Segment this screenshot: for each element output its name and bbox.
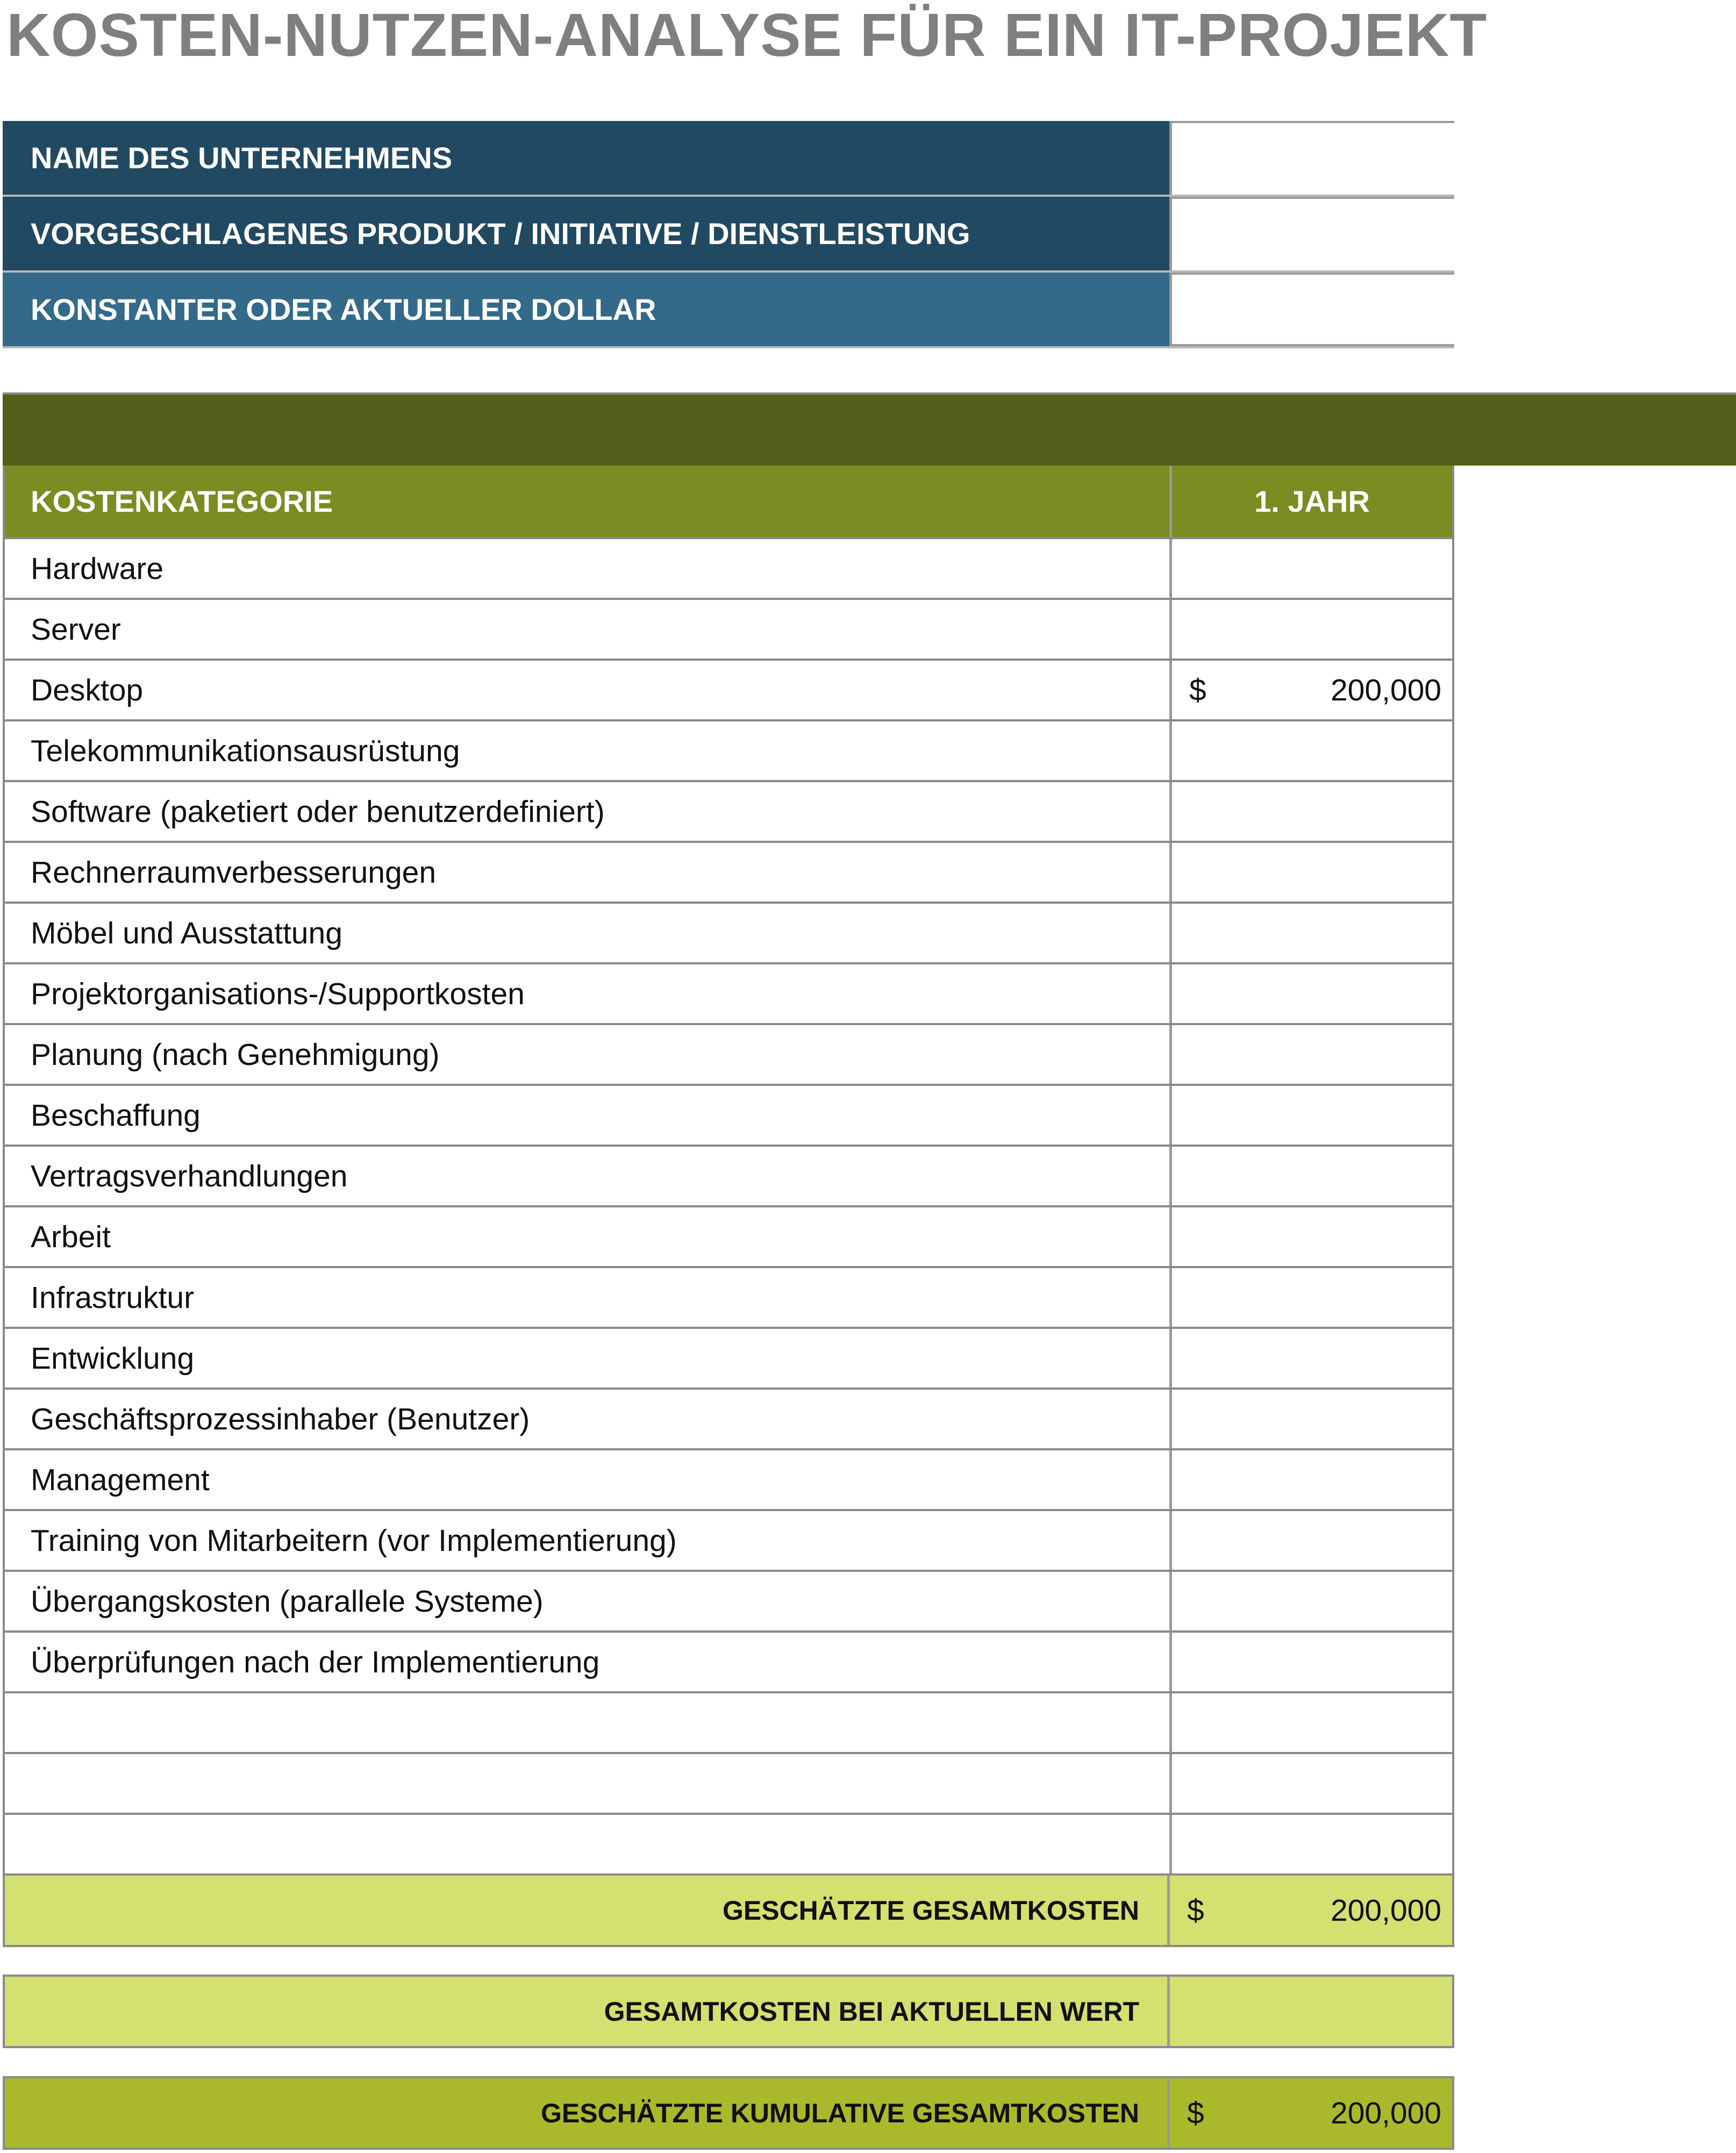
year-1-cost-cell[interactable] [1172,661,1454,719]
cost-category-cell[interactable]: Desktop [5,661,1172,719]
cost-category-cell[interactable]: Überprüfungen nach der Implementierung [5,1633,1172,1691]
cost-amount: 200,000 [1330,673,1441,707]
year-1-cost-cell[interactable] [1172,1025,1454,1084]
cost-category-cell[interactable] [5,1815,1172,1873]
company-info-table [3,121,1454,348]
year-1-cost-cell[interactable] [1172,1815,1454,1873]
cost-category-cell[interactable]: Beschaffung [5,1086,1172,1145]
proposed-product-field[interactable] [1172,197,1454,270]
cumulative-total-label: GESCHÄTZTE KUMULATIVE GESAMTKOSTEN [5,2078,1170,2148]
cost-category-cell[interactable]: Telekommunikationsausrüstung [5,721,1172,780]
table-row [5,1693,1454,1754]
table-row [5,1025,1454,1086]
cost-category-cell[interactable]: Entwicklung [5,1329,1172,1387]
year-1-cost-cell[interactable] [1172,964,1454,1023]
info-row-product [3,197,1454,273]
year-1-cost-cell[interactable] [1172,1511,1454,1570]
estimated-total-row [3,1873,1454,1947]
year-1-cost-cell[interactable] [1172,904,1454,962]
cumulative-total-cell[interactable] [1170,2078,1452,2148]
cost-table-header [5,466,1454,539]
cost-category-cell[interactable]: Vertragsverhandlungen [5,1147,1172,1205]
estimated-total-label: GESCHÄTZTE GESAMTKOSTEN [5,1876,1170,1945]
year-1-cost-cell[interactable] [1172,1572,1454,1630]
table-row [5,1390,1454,1450]
cost-category-cell[interactable]: Training von Mitarbeitern (vor Implementierung) [5,1511,1172,1570]
cost-category-cell[interactable] [5,1693,1172,1752]
present-value-total-row [3,1975,1454,2048]
year-1-cost-cell[interactable] [1172,1390,1454,1448]
company-name-label: NAME DES UNTERNEHMENS [3,121,1172,195]
cost-category-cell[interactable]: Planung (nach Genehmigung) [5,1025,1172,1084]
table-row [5,904,1454,964]
cumulative-total-row [3,2076,1454,2150]
table-row [5,721,1454,782]
table-row [5,1572,1454,1633]
year-1-cost-cell[interactable] [1172,539,1454,598]
page-title: KOSTEN-NUTZEN-ANALYSE FÜR EIN IT-PROJEKT [6,1,1488,69]
proposed-product-label: VORGESCHLAGENES PRODUKT / INITIATIVE / DIENSTLEISTUNG [3,197,1172,270]
info-row-dollar [3,273,1454,348]
cost-category-cell[interactable]: Software (paketiert oder benutzerdefiniert) [5,782,1172,841]
table-row [5,600,1454,661]
year-1-cost-cell[interactable] [1172,843,1454,902]
present-value-total-cell[interactable] [1170,1977,1452,2046]
estimated-total-currency: $ [1187,1893,1204,1928]
table-row [5,782,1454,843]
year-1-cost-cell[interactable] [1172,1633,1454,1691]
estimated-total-value: 200,000 [1330,1893,1441,1928]
year-1-cost-cell[interactable] [1172,782,1454,841]
year-1-cost-cell[interactable] [1172,1207,1454,1266]
company-name-field[interactable] [1172,121,1454,195]
year-1-cost-cell[interactable] [1172,1329,1454,1387]
dollar-type-label: KONSTANTER ODER AKTUELLER DOLLAR [3,273,1172,346]
year-1-cost-cell[interactable] [1172,1268,1454,1327]
table-row [5,1754,1454,1815]
table-row [5,1086,1454,1147]
info-row-company [3,121,1454,197]
table-row [5,539,1454,600]
cumulative-total-currency: $ [1187,2095,1204,2130]
cost-category-cell[interactable]: Infrastruktur [5,1268,1172,1327]
present-value-total-label: GESAMTKOSTEN BEI AKTUELLEN WERT [5,1977,1170,2046]
table-row [5,1633,1454,1693]
year-1-cost-cell[interactable] [1172,1147,1454,1205]
table-row [5,1207,1454,1268]
year-1-cost-cell[interactable] [1172,1086,1454,1145]
cost-category-cell[interactable]: Übergangskosten (parallele Systeme) [5,1572,1172,1630]
cost-category-cell[interactable]: Rechnerraumverbesserungen [5,843,1172,902]
header-year-1: 1. JAHR [1172,466,1454,537]
table-row [5,1147,1454,1207]
year-1-cost-cell[interactable] [1172,600,1454,659]
cost-category-cell[interactable]: Management [5,1450,1172,1509]
year-1-cost-cell[interactable] [1172,1693,1454,1752]
table-row [5,1268,1454,1329]
cost-category-cell[interactable] [5,1754,1172,1813]
year-1-cost-cell[interactable] [1172,721,1454,780]
currency-symbol: $ [1189,673,1206,707]
year-1-cost-cell[interactable] [1172,1754,1454,1813]
cost-category-cell[interactable]: Hardware [5,539,1172,598]
cost-table [3,466,1454,1876]
cumulative-total-value: 200,000 [1330,2095,1441,2130]
cost-category-cell[interactable]: Projektorganisations-/Supportkosten [5,964,1172,1023]
section-band [3,392,1736,466]
table-row [5,1450,1454,1511]
table-row [5,964,1454,1025]
dollar-type-field[interactable] [1172,273,1454,346]
cost-category-cell[interactable]: Server [5,600,1172,659]
header-cost-category: KOSTENKATEGORIE [5,466,1172,537]
table-row [5,1815,1454,1876]
table-row [5,843,1454,904]
table-row [5,1329,1454,1390]
cost-category-cell[interactable]: Möbel und Ausstattung [5,904,1172,962]
cost-category-cell[interactable]: Geschäftsprozessinhaber (Benutzer) [5,1390,1172,1448]
table-row [5,661,1454,721]
year-1-cost-cell[interactable] [1172,1450,1454,1509]
table-row [5,1511,1454,1572]
cost-category-cell[interactable]: Arbeit [5,1207,1172,1266]
estimated-total-cell[interactable] [1170,1876,1452,1945]
